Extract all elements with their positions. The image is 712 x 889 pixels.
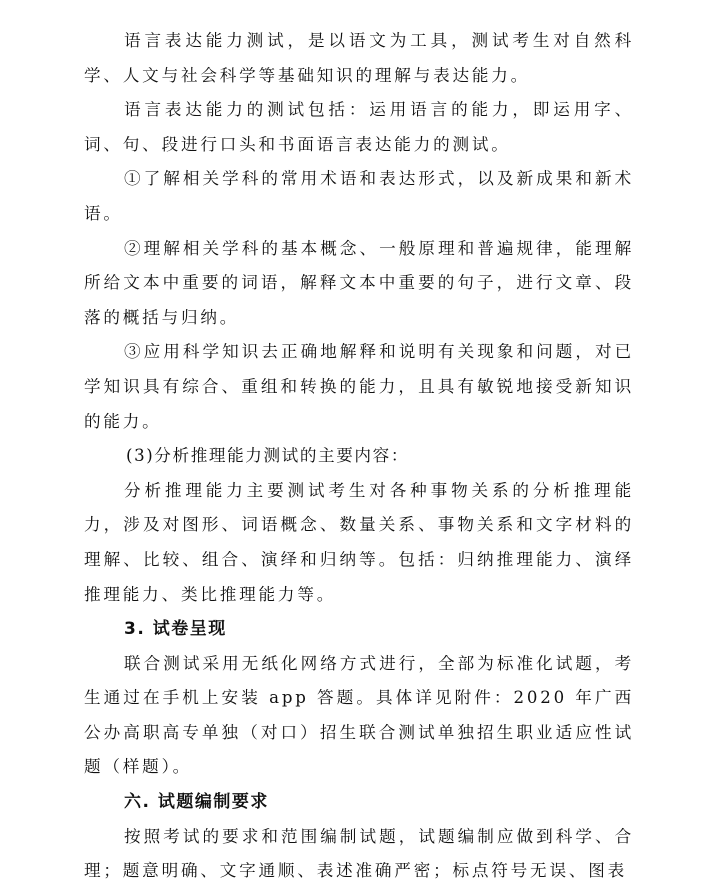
paragraph-item-1: ①了解相关学科的常用术语和表达形式，以及新成果和新术语。	[84, 169, 634, 223]
paragraph-exam-presentation: 联合测试采用无纸化网络方式进行，全部为标准化试题，考生通过在手机上安装 app 答题。具体详见附件：2020 年广西公办高职高专单独（对口）招生联合测试单独招生职业适应性试题（样题）。	[84, 653, 634, 777]
paragraph-language-test-intro: 语言表达能力测试，是以语文为工具，测试考生对自然科学、人文与社会科学等基础知识的理解与表达能力。	[84, 31, 634, 85]
paragraph-item-2: ②理解相关学科的基本概念、一般原理和普遍规律，能理解所给文本中重要的词语，解释文本中重要的句子，进行文章、段落的概括与归纳。	[84, 238, 634, 327]
paragraph-item-3: ③应用科学知识去正确地解释和说明有关现象和问题，对已学知识具有综合、重组和转换的能力，且具有敏锐地接受新知识的能力。	[84, 342, 634, 431]
paragraph-language-test-scope: 语言表达能力的测试包括：运用语言的能力，即运用字、词、句、段进行口头和书面语言表达能力的测试。	[84, 100, 634, 154]
paragraph-question-requirements: 按照考试的要求和范围编制试题，试题编制应做到科学、合理；题意明确、文字通顺、表述准确严密；标点符号无误、图表	[84, 826, 634, 881]
heading-exam-presentation: 3. 试卷呈现	[124, 619, 227, 640]
heading-question-requirements: 六. 试题编制要求	[124, 792, 269, 813]
subheading-analysis-reasoning: (3)分析推理能力测试的主要内容：	[126, 446, 410, 466]
paragraph-analysis-reasoning: 分析推理能力主要测试考生对各种事物关系的分析推理能力，涉及对图形、词语概念、数量关系、事物关系和文字材料的理解、比较、组合、演绎和归纳等。包括：归纳推理能力、演绎推理能力、类比推理能力等。	[84, 480, 634, 604]
